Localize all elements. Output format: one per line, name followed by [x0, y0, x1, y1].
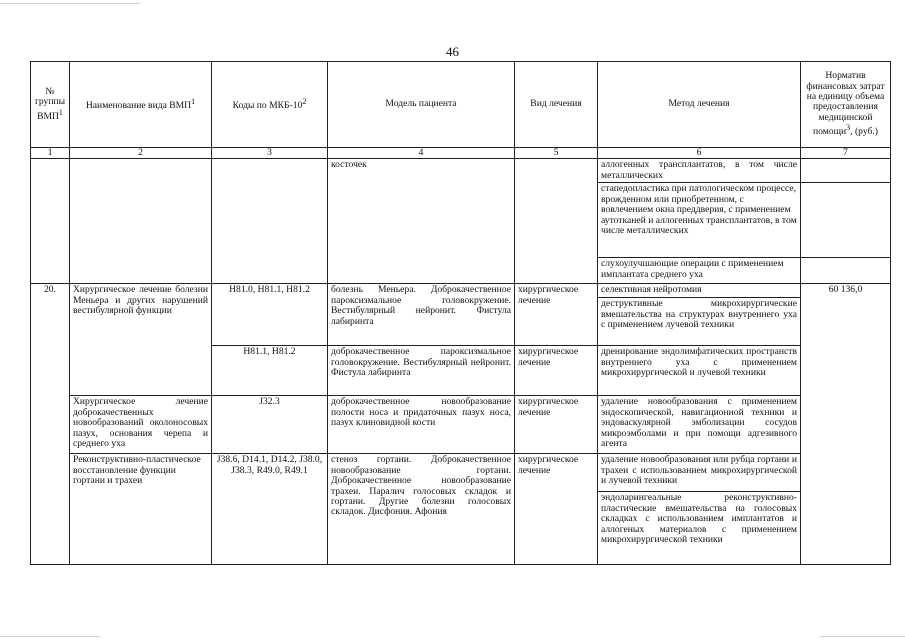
column-number: 2 — [70, 148, 212, 159]
treatment-method-cell: аллогенных трансплантатов, в том числе металлических — [598, 159, 801, 183]
column-number: 6 — [598, 148, 801, 159]
header-row — [31, 62, 891, 148]
patient-model-cell: доброкачественное новообразование полости носа и придаточных пазух носа, пазух клиновидной кости — [328, 396, 515, 454]
header-cost-norm: Норматив финансовых затрат на единицу объема предоставления медицинской помощи$^3$, (руб.) — [801, 62, 891, 148]
vmp-table — [30, 61, 891, 565]
column-number: 4 — [328, 148, 515, 159]
treatment-method-cell: деструктивные микрохирургические вмешательства на структурах внутреннего уха с применением лучевой техники — [598, 298, 801, 346]
header-vmp-name: Наименование вида ВМП$^1$ — [70, 62, 212, 148]
vmp-name-cell: Хирургическое лечение доброкачественных новообразований околоносовых пазух, основания черепа и среднего уха — [70, 396, 212, 454]
header-group-number: № группы ВМП$^1$ — [31, 62, 70, 148]
table-row — [31, 454, 891, 492]
treatment-method-cell: селективная нейротомия — [598, 284, 801, 298]
table-row — [31, 396, 891, 454]
cost-norm-cell: 60 136,0 — [801, 284, 891, 565]
icd-codes-cell: H81.1, H81.2 — [212, 346, 328, 396]
treatment-method-cell: стапедопластика при патологическом процессе, врожденном или приобретенном, с вовлечением окна преддверия, с применением аутотканей и аллогенных трансплантатов, в том числе металлических — [598, 183, 801, 258]
treatment-method-cell: удаление новообразования с применением эндоскопической, навигационной техники и эндоваскулярной эмболизации сосудов микроэмболами и при помощи адгезивного агента — [598, 396, 801, 454]
treatment-type-cell: хирургическое лечение — [515, 396, 598, 454]
treatment-method-cell: слухоулучшающие операции с применением имплантата среднего уха — [598, 258, 801, 284]
icd-codes-cell: H81.0, H81.1, H81.2 — [212, 284, 328, 346]
vmp-name-cell: Реконструктивно-пластическое восстановление функции гортани и трахеи — [70, 454, 212, 565]
cost-norm-cell — [801, 183, 891, 258]
column-number: 1 — [31, 148, 70, 159]
patient-model-cell: стеноз гортани. Доброкачественное новообразование гортани. Доброкачественное новообразование трахеи. Паралич голосовых складок и гортани. Другие болезни голосовых складок. Дисфония. Афония — [328, 454, 515, 565]
column-number: 7 — [801, 148, 891, 159]
group-number-cell: 20. — [31, 284, 70, 565]
header-icd-codes: Коды по МКБ-$10^2$ — [212, 62, 328, 148]
treatment-method-cell: удаление новообразования или рубца гортани и трахеи с использованием микрохирургической и лучевой техники — [598, 454, 801, 492]
patient-model-cell: косточек — [328, 159, 515, 284]
scan-edge-line — [0, 3, 140, 4]
icd-codes-cell: J38.6, D14.1, D14.2, J38.0, J38.3, R49.0, R49.1 — [212, 454, 328, 565]
cost-norm-cell — [801, 258, 891, 284]
treatment-type-cell — [515, 159, 598, 284]
treatment-type-cell: хирургическое лечение — [515, 454, 598, 565]
patient-model-cell: доброкачественное пароксизмальное головокружение. Вестибулярный нейронит. Фистула лабиринта — [328, 346, 515, 396]
header-treatment-method: Метод лечения — [598, 62, 801, 148]
scan-edge-line — [820, 636, 905, 637]
cost-norm-cell — [801, 159, 891, 183]
treatment-type-cell: хирургическое лечение — [515, 284, 598, 346]
treatment-type-cell: хирургическое лечение — [515, 346, 598, 396]
patient-model-cell: болезнь Меньера. Доброкачественное пароксизмальное головокружение. Вестибулярный нейронит. Фистула лабиринта — [328, 284, 515, 346]
column-number: 3 — [212, 148, 328, 159]
icd-codes-cell — [212, 159, 328, 284]
vmp-name-cell — [70, 159, 212, 284]
column-number-row — [31, 148, 891, 159]
column-number: 5 — [515, 148, 598, 159]
vmp-name-cell: Хирургическое лечение болезни Меньера и других нарушений вестибулярной функции — [70, 284, 212, 396]
group-number-cell — [31, 159, 70, 284]
icd-codes-cell: J32.3 — [212, 396, 328, 454]
header-patient-model: Модель пациента — [328, 62, 515, 148]
treatment-method-cell: дренирование эндолимфатических пространств внутреннего уха с применением микрохирургической и лучевой техники — [598, 346, 801, 396]
treatment-method-cell: эндоларингеальные реконструктивно-пластические вмешательства на голосовых складках с использованием имплантатов и аллогеных материалов с применением микрохирургической техники — [598, 492, 801, 565]
table-row — [31, 284, 891, 298]
header-treatment-type: Вид лечения — [515, 62, 598, 148]
page-number: 46 — [446, 44, 459, 59]
table-row — [31, 159, 891, 183]
scan-edge-line — [0, 636, 100, 637]
